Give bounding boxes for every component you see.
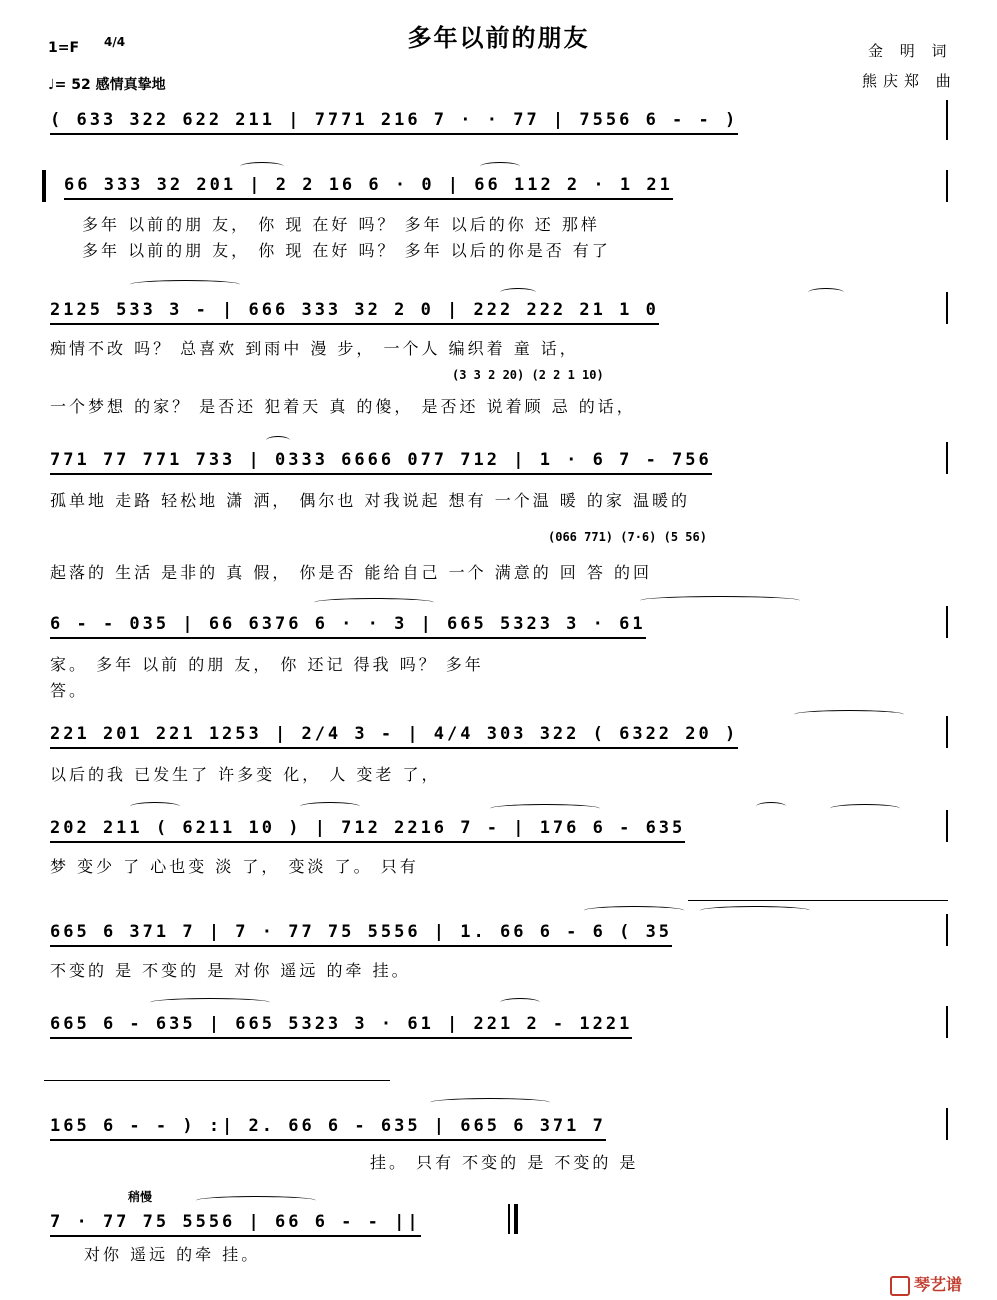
system-6-lyrics: 以后的我 已发生了 许多变 化， 人 变老 了， — [50, 765, 441, 784]
barline — [946, 170, 948, 202]
song-title: 多年以前的朋友 — [407, 24, 590, 52]
system-4-lyrics-verse-2: 起落的 生活 是非的 真 假， 你是否 能给自己 一个 满意的 回 答 的回 — [50, 563, 652, 582]
second-ending-bracket — [320, 1080, 390, 1081]
slur — [300, 802, 360, 811]
slur — [500, 998, 540, 1007]
lyricist-credit: 金 明 词 — [868, 42, 953, 60]
watermark-logo — [890, 1272, 962, 1296]
system-4-notes: 771 77 771 733 | 0333 6666 077 712 | 1 · 6 7 - 756 — [50, 450, 712, 475]
system-3-notes: 2125 533 3 - | 666 333 32 2 0 | 222 222 21 1 0 — [50, 300, 659, 325]
system-11-notes: 7 · 77 75 5556 | 66 6 - - || — [50, 1212, 421, 1237]
first-ending-bracket-close — [44, 1080, 320, 1081]
slur — [794, 710, 904, 719]
barline — [946, 1006, 948, 1038]
barline — [946, 914, 948, 946]
tempo-change-marking: 稍慢 — [128, 1190, 153, 1204]
barline — [946, 100, 948, 140]
system-2-lyrics-verse-1: 多年 以前的朋 友， 你 现 在好 吗？ 多年 以后的你 还 那样 — [82, 215, 600, 234]
barline — [946, 810, 948, 842]
system-10-notes: 165 6 - - ) :| 2. 66 6 - 635 | 665 6 371 7 — [50, 1116, 606, 1141]
barline — [946, 716, 948, 748]
slur — [584, 906, 684, 915]
system-7-lyrics: 梦 变少 了 心也变 淡 了， 变淡 了。 只有 — [50, 857, 419, 876]
watermark-text: 琴艺谱 — [914, 1275, 963, 1294]
repeat-start-barline — [42, 170, 46, 202]
barline — [946, 606, 948, 638]
final-barline-thick — [514, 1204, 518, 1234]
barline — [946, 442, 948, 474]
slur — [500, 288, 536, 297]
slur — [700, 906, 810, 915]
slur — [314, 598, 434, 607]
system-8-lyrics: 不变的 是 不变的 是 对你 遥远 的牵 挂。 — [50, 961, 411, 980]
system-11-lyrics: 对你 遥远 的牵 挂。 — [84, 1245, 261, 1264]
system-4-lyrics-verse-1: 孤单地 走路 轻松地 潇 洒， 偶尔也 对我说起 想有 一个温 暖 的家 温暖的 — [50, 491, 690, 510]
system-3-lyrics-verse-1: 痴情不改 吗？ 总喜欢 到雨中 漫 步， 一个人 编织着 童 话， — [50, 339, 579, 358]
system-9-notes: 665 6 - 635 | 665 5323 3 · 61 | 221 2 - 1221 — [50, 1014, 632, 1039]
final-barline-thin — [508, 1204, 510, 1234]
composer-credit: 熊庆郑 曲 — [862, 72, 957, 90]
slur — [150, 998, 270, 1007]
system-2-lyrics-verse-2: 多年 以前的朋 友， 你 现 在好 吗？ 多年 以后的你是否 有了 — [82, 241, 611, 260]
system-10-lyrics: 挂。 只有 不变的 是 不变的 是 — [370, 1153, 639, 1172]
tempo-marking: ♩= 52 感情真挚地 — [48, 77, 166, 93]
key-signature: 1=F — [48, 40, 80, 56]
slur — [196, 1196, 316, 1205]
slur — [266, 436, 290, 445]
system-5-lyrics-verse-2: 答。 — [50, 681, 89, 700]
slur — [240, 162, 284, 171]
system-1-notes: ( 633 322 622 211 | 7771 216 7 · · 77 | 7556 6 - - ) — [50, 110, 738, 135]
system-8-notes: 665 6 371 7 | 7 · 77 75 5556 | 1. 66 6 - 6 ( 35 — [50, 922, 672, 947]
slur — [490, 804, 600, 813]
system-3-lyrics-verse-2: 一个梦想 的家？ 是否还 犯着天 真 的傻， 是否还 说着顾 忌 的话， — [50, 397, 636, 416]
time-signature: 4/4 — [104, 35, 126, 49]
logo-icon — [890, 1276, 910, 1296]
system-4-variant-notes: (066 771) (7·6) (5 56) — [548, 530, 707, 544]
first-ending-bracket — [688, 900, 948, 901]
slur — [430, 1098, 550, 1107]
slur — [480, 162, 520, 171]
system-6-notes: 221 201 221 1253 | 2/4 3 - | 4/4 303 322 ( 6322 20 ) — [50, 724, 738, 749]
slur — [640, 596, 800, 605]
slur — [830, 804, 900, 813]
system-5-notes: 6 - - 035 | 66 6376 6 · · 3 | 665 5323 3 · 61 — [50, 614, 646, 639]
slur — [808, 288, 844, 297]
barline — [946, 1108, 948, 1140]
slur — [756, 802, 786, 811]
system-2-notes: 66 333 32 201 | 2 2 16 6 · 0 | 66 112 2 · 1 21 — [64, 175, 673, 200]
slur — [130, 802, 180, 811]
system-3-variant-notes: (3 3 2 20) (2 2 1 10) — [452, 368, 604, 382]
system-7-notes: 202 211 ( 6211 10 ) | 712 2216 7 - | 176 6 - 635 — [50, 818, 685, 843]
barline — [946, 292, 948, 324]
system-5-lyrics-verse-1: 家。 多年 以前 的朋 友， 你 还记 得我 吗？ 多年 — [50, 655, 484, 674]
slur — [130, 280, 240, 289]
